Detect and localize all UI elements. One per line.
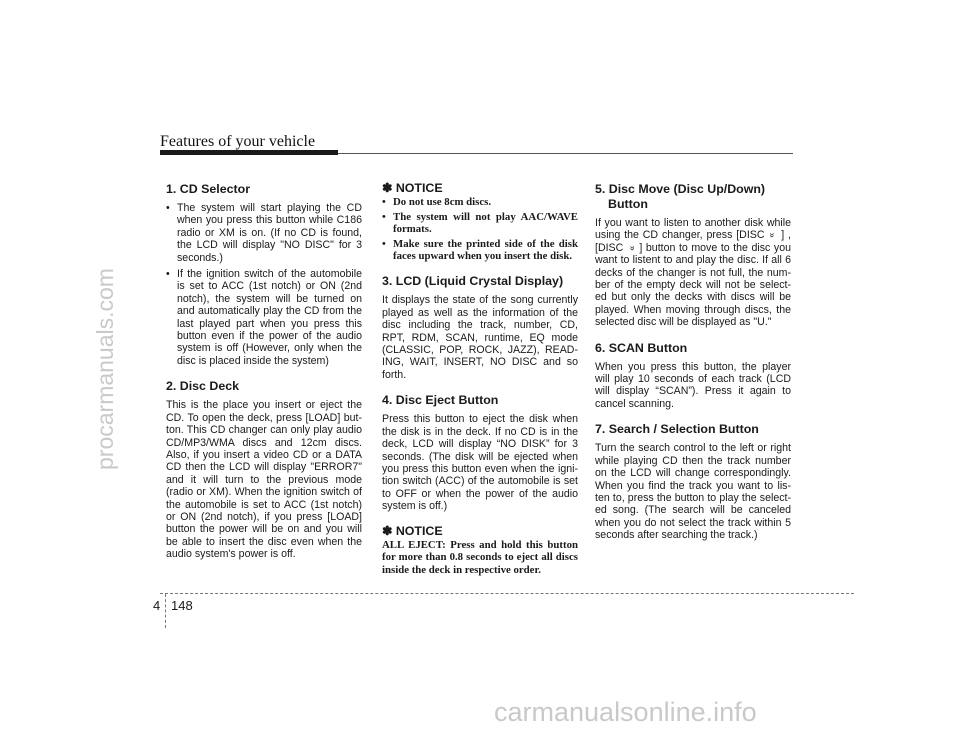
footer-divider: [165, 594, 166, 628]
list-item: • The system will start playing the CD when you press this button while C186 radio or XM is on. (If no CD is found, the LCD will display "NO DISC" for 3 seconds.): [166, 202, 362, 264]
notice-heading: ✽ NOTICE: [382, 523, 443, 538]
search-heading: 7. Search / Selection Button: [595, 422, 759, 437]
disc-move-heading-line2: Button: [608, 197, 648, 211]
notice-text: ALL EJECT: Press and hold this button for more than 0.8 seconds to eject all discs inside the deck in respective order.: [382, 538, 578, 576]
page-number: 148: [171, 598, 193, 613]
disc-move-heading: [595, 182, 791, 212]
scan-text: When you press this button, the player will play 10 seconds of each track (LCD will display “SCAN”). Press it again to cancel scanning.: [595, 360, 791, 410]
list-item: • The system will not play AAC/WAVE formats.: [382, 211, 578, 236]
list-item: • If the ignition switch of the automobile is set to ACC (1st notch) or ON (2nd notch), the system will be turned on and automatically play the CD from the last played part when you press this button even if the power of the audio system is off (However, only when the disc is placed inside the system): [166, 268, 362, 367]
disc-move-text: [595, 217, 791, 329]
list-item: • Make sure the printed side of the disk faces upward when you insert the disk.: [382, 238, 578, 263]
footer-rule: [160, 593, 854, 594]
disc-move-text-b: ] , [DISC: [595, 229, 791, 254]
disc-move-text-c: ] button to move to the disc you want to listent to and play the disc. If all 6 decks of the changer is not full, the num-ber of the empty deck will not be select-ed but only the decks with discs will be played. When moving through discs, the selected disc will be displayed as "U.": [595, 241, 791, 329]
lcd-text: It displays the state of the song currently played as well as the information of the disc including the track, number, CD, RPT, RDM, SCAN, runtime, EQ mode (CLASSIC, POP, ROCK, JAZZ), READ-ING, WAIT, INSERT, NO DISC and so forth.: [382, 294, 578, 381]
eject-text: Press this button to eject the disk when the disk is in the deck. If no CD is in the deck, LCD will display “NO DISK” for 3 seconds. (The disk will be ejected when you press this button even when the igni-tion switch (ACC) of the automobile is set to OFF or when the power of the audio system is off.): [382, 413, 578, 513]
header-rule: [338, 153, 793, 154]
notice-heading: ✽ NOTICE: [382, 181, 443, 195]
page-header-title: Features of your vehicle: [160, 133, 316, 150]
column-2: [382, 182, 578, 576]
cd-selector-heading: 1. CD Selector: [166, 182, 251, 196]
header-bar: [160, 150, 338, 155]
notice-list: [382, 196, 578, 262]
column-3: [595, 182, 791, 542]
cd-selector-list: [166, 202, 362, 367]
chevron-down-icon: «: [626, 245, 637, 251]
chapter-number: 4: [153, 598, 161, 613]
disc-move-heading-line1: 5. Disc Move (Disc Up/Down): [595, 182, 766, 196]
column-1: [166, 182, 362, 561]
lcd-heading: 3. LCD (Liquid Crystal Display): [382, 274, 564, 289]
disc-move-text-a: If you want to listen to another disk while using the CD changer, press [DISC: [595, 217, 791, 242]
eject-heading: 4. Disc Eject Button: [382, 393, 499, 408]
bottom-watermark: carmanualsonline.info: [494, 697, 757, 727]
disc-deck-heading: 2. Disc Deck: [166, 379, 240, 394]
disc-deck-text: This is the place you insert or eject the CD. To open the deck, press [LOAD] but-ton. This CD changer can only play audio CD/MP3/WMA discs and 12cm discs. Also, if you insert a video CD or a DATA CD then the LCD will display "ERROR7" and it will turn to the previous mode (radio or XM). When the ignition switch of the automobile is set to ACC (1st notch) or ON (2nd notch), if you press [LOAD] button the power will be on and you will be able to insert the disc even when the audio system's power is off.: [166, 399, 362, 561]
list-item: • Do not use 8cm discs.: [382, 196, 578, 208]
search-text: Turn the search control to the left or right while playing CD then the track number on the LCD will change correspondingly. When you find the track you want to lis-ten to, press the button to play the select-ed song. (The search will be canceled when you do not select the track within 5 seconds after searching the track.): [595, 442, 791, 542]
scan-heading: 6. SCAN Button: [595, 340, 688, 355]
chevron-up-icon: »: [768, 233, 779, 239]
side-watermark: procarmanuals.com: [92, 268, 118, 470]
